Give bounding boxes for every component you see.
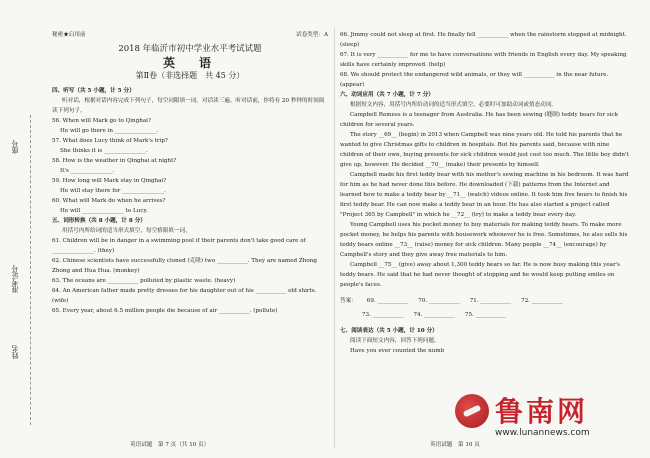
answer-row-2 bbox=[340, 310, 630, 320]
paper-type-label: 试卷类型：A bbox=[295, 32, 328, 38]
watermark-url: www.lunannews.com bbox=[495, 428, 590, 438]
binding-line bbox=[30, 115, 31, 425]
text-line: The story __69__ (begin) in 2013 when Campbell was nine years old. He told his parents that he wanted to give Christmas gifts to children in hospitals. But his parents said, because with nine children of their own, buying presents for sick children would just cost too much. The little boy didn't give up, however. He decided __70__ (make) their presents by himself. bbox=[340, 132, 629, 168]
answer-blank: 72. ___________ bbox=[521, 298, 563, 304]
column-divider bbox=[334, 28, 335, 448]
right-column bbox=[340, 30, 630, 356]
right-questions bbox=[340, 30, 630, 290]
text-line: 63. The oceans are ___________ polluted by plastic waste. (heavy) bbox=[52, 278, 236, 284]
answer-row-1 bbox=[340, 296, 630, 306]
answer-blank: 74. ___________ bbox=[413, 312, 455, 318]
watermark-name: 鲁南网 bbox=[495, 395, 589, 428]
text-line: He will stay there for _______________. bbox=[60, 188, 166, 194]
text-line: 68. We should protect the endangered wild animals, or they will ___________ in the near future. (appear) bbox=[340, 72, 609, 88]
text-line: Young Campbell uses his pocket money to buy materials for making teddy bears. To make more pocket money, he helps his parents with housework whenever he is free. Sometimes, he also sells his teddy bears online __73__ (raise) money for sick children. Many people __74__ (encourage) by Campbell's story and they give away free materials to him. bbox=[340, 222, 628, 258]
answer-blank: 69. ___________ bbox=[366, 298, 409, 304]
volume-title: 第Ⅱ卷（非选择题 共 45 分） bbox=[135, 71, 245, 80]
section-7 bbox=[340, 326, 630, 356]
secret-label: 秘密★启用前 bbox=[52, 32, 86, 38]
text-line: 61. Children will be in danger in a swimming pool if their parents don't take good care of _______________. (they) bbox=[52, 238, 306, 254]
text-line: 67. It is very ___________ for me to have conversations with friends in English every day. My speaking skills have certainly improved. (help) bbox=[340, 52, 627, 68]
text-line: 五、词形转换（共 8 小题，计 8 分） bbox=[52, 218, 146, 224]
subject-title: 英 语 bbox=[162, 56, 217, 70]
exam-number-label: 准考证号 bbox=[11, 265, 19, 293]
footer-left: 英语试题 第 7 页（共 10 页） bbox=[130, 442, 210, 448]
text-line: Campbell Remess is a teenager from Australia. He has been sewing (缝制) teddy bears for sick children for several years. bbox=[340, 112, 619, 128]
text-line: 60. What will Mark do when he arrives? bbox=[52, 198, 166, 204]
exam-title: 2018 年临沂市初中学业水平考试试题 bbox=[118, 44, 262, 54]
answer-blank: 71. ___________ bbox=[469, 298, 512, 304]
answer-block bbox=[340, 296, 630, 320]
left-column bbox=[52, 30, 328, 316]
text-line: 用括号内所给词的适当形式填空，每空格限填一词。 bbox=[62, 228, 191, 234]
text-line: 58. How is the weather in Qinghai at night? bbox=[52, 158, 177, 164]
text-line: 听对话，根据对话内容完成下列句子，每空词限填一词。对话读三遍。听对话前，你将有 20 秒钟的时间阅读下列句子。 bbox=[52, 98, 325, 114]
text-line: Campbell made his first teddy bear with his mother's sewing machine in his bedroom. It was hard for him as he had never done this before. He downloaded (下载) patterns from the Internet and learned how to make a teddy bear by __71__ (watch) videos online. It took him five hours to finish his first teddy bear. He can now make a teddy bear in an hour. He has also started a project called "Project 365 by Campbell" in which he __72__ (try) to make a teddy bear every day. bbox=[340, 172, 629, 218]
left-questions bbox=[52, 86, 328, 316]
text-line: 66. Jimmy could not sleep at first. He finally fell ___________ when the rainstorm stopped at midnight. (sleep) bbox=[340, 32, 627, 48]
name-label: 姓名 bbox=[11, 345, 19, 359]
page-header bbox=[52, 30, 328, 40]
text-line: He will _______________ to Lucy. bbox=[60, 208, 148, 214]
text-line: 62. Chinese scientists have successfully cloned (克隆) two ___________. They are named Zhong Zhong and Hua Hua. (monkey) bbox=[52, 258, 317, 274]
binding-strip bbox=[0, 0, 44, 458]
text-line: It's _______________. bbox=[60, 168, 115, 174]
text-line: 根据短文内容，用括号内所给动词的适当形式填空，必要时可加助动词或情态动词。 bbox=[350, 102, 557, 108]
answer-blank: 70. ___________ bbox=[418, 298, 460, 304]
text-line: 65. Every year, about 6.5 million people die because of air ___________. (pollute) bbox=[52, 308, 278, 314]
watermark-logo bbox=[455, 390, 645, 450]
text-line: 59. How long will Mark stay in Qinghai? bbox=[52, 178, 167, 184]
section-7-first-line: Have you ever counted the numb bbox=[350, 348, 445, 354]
footer-right: 英语试题 第 10 页 bbox=[430, 442, 480, 448]
section-7-title: 七、阅读表达（共 5 小题，计 10 分） bbox=[340, 328, 438, 334]
text-line: 六、动词应用（共 7 小题，计 7 分） bbox=[340, 92, 434, 98]
logo-ball-icon bbox=[455, 394, 489, 428]
text-line: He will go there in _______________. bbox=[60, 128, 159, 134]
answer-blank: 75. ___________ bbox=[464, 312, 507, 318]
text-line: 64. An American father made pretty dresses for his daughter out of his ___________ old shirts. (wife) bbox=[52, 288, 317, 304]
text-line: Campbell __75__ (give) away about 1,300 teddy bears so far. He is now busy making this year's teddy bears. He said that he had never thought of stopping and he would keep putting smiles on people's faces. bbox=[340, 262, 621, 288]
text-line: 四、听写（共 5 小题，计 5 分） bbox=[52, 88, 135, 94]
answer-label: 答案： bbox=[340, 298, 357, 304]
seat-label: 座号 bbox=[11, 140, 19, 154]
answer-blank: 73. ___________ bbox=[362, 312, 404, 318]
text-line: 57. What does Lucy think of Mark's trip? bbox=[52, 138, 168, 144]
text-line: She thinks it is _______________. bbox=[60, 148, 148, 154]
text-line: 56. When will Mark go to Qinghai? bbox=[52, 118, 151, 124]
section-7-instruction: 阅读下面短文内容，回答下列问题。 bbox=[350, 338, 440, 344]
